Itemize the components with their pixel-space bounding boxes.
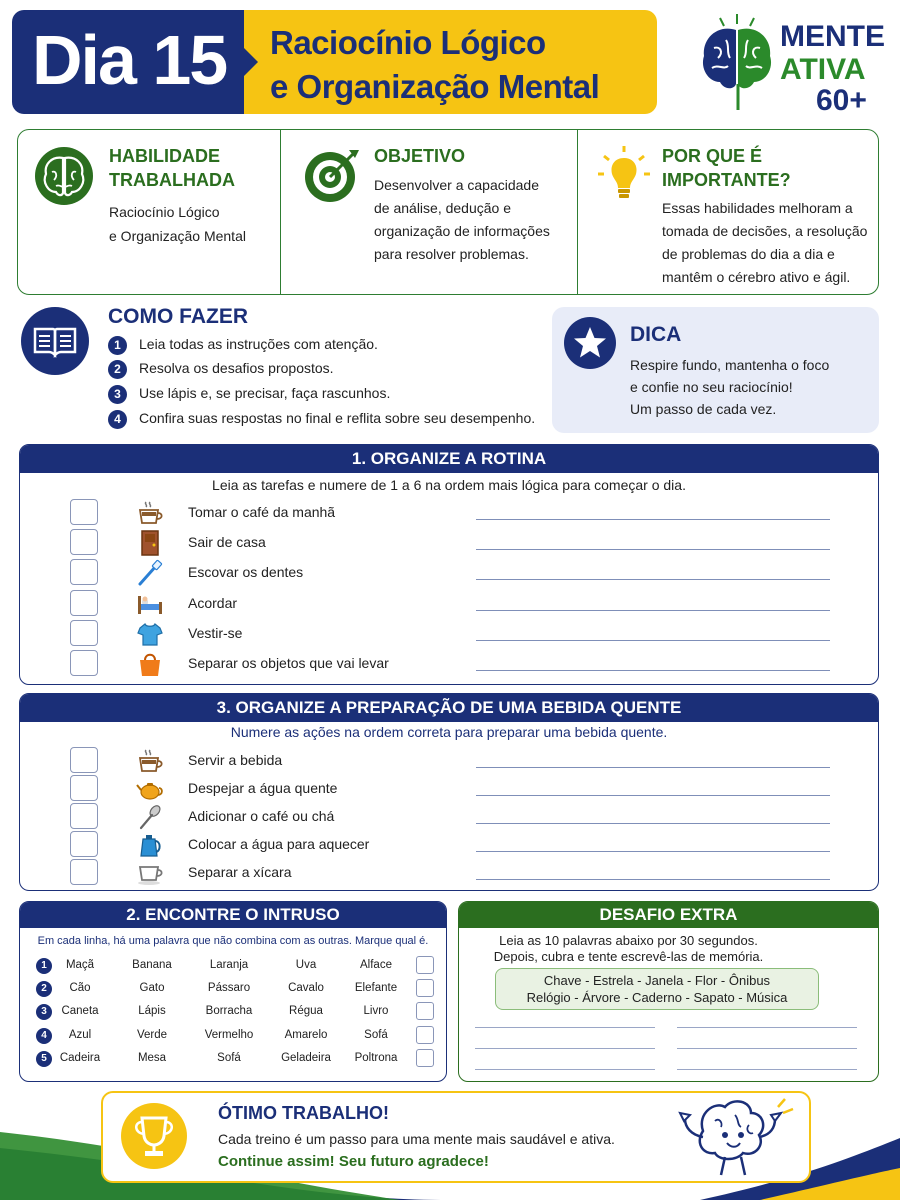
tip-text-line2: e confie no seu raciocínio! xyxy=(630,379,793,395)
skill-text-line2: e Organização Mental xyxy=(109,228,246,244)
brain-mascot-icon xyxy=(663,1093,803,1181)
action-text: Despejar a água quente xyxy=(188,780,338,796)
info-panel xyxy=(17,129,879,295)
order-box[interactable] xyxy=(70,650,98,676)
answer-line[interactable] xyxy=(476,640,830,641)
task-text: Vestir-se xyxy=(188,625,243,641)
routine-row xyxy=(20,650,878,678)
page-title-line2: e Organização Mental xyxy=(270,68,600,105)
answer-line[interactable] xyxy=(476,610,830,611)
routine-row xyxy=(20,559,878,587)
shirt-icon xyxy=(136,620,164,648)
kettle-icon xyxy=(136,831,164,859)
goal-text-line4: para resolver problemas. xyxy=(374,246,529,262)
step-text: Confira suas respostas no final e reflita sobre seu desempenho. xyxy=(139,410,536,427)
skill-column xyxy=(18,130,280,294)
header-banner xyxy=(12,10,657,114)
howto-step xyxy=(108,410,535,429)
why-title-line2: IMPORTANTE? xyxy=(662,170,791,190)
footer-card xyxy=(101,1091,811,1183)
goal-text-line2: de análise, dedução e xyxy=(374,200,511,216)
word[interactable]: Cavalo xyxy=(288,982,324,994)
memory-words-line1: Chave - Estrela - Janela - Flor - Ônibus xyxy=(543,973,771,988)
step-number: 2 xyxy=(108,360,127,379)
action-text: Separar a xícara xyxy=(188,864,292,880)
action-text: Colocar a água para aquecer xyxy=(188,836,370,852)
answer-checkbox[interactable] xyxy=(416,1002,434,1020)
coffee-cup-icon xyxy=(136,747,164,775)
word[interactable]: Verde xyxy=(136,1029,168,1041)
order-box[interactable] xyxy=(70,590,98,616)
row-number: 1 xyxy=(36,958,52,974)
word[interactable]: Uva xyxy=(295,959,317,971)
skill-title-line2: TRABALHADA xyxy=(109,170,235,190)
day-title: Dia 15 xyxy=(32,21,227,99)
answer-checkbox[interactable] xyxy=(416,979,434,997)
goal-text-line3: organização de informações xyxy=(374,223,550,239)
brand-name-line1: MENTE xyxy=(780,20,885,53)
word[interactable]: Maçã xyxy=(65,959,95,971)
tip-text-line1: Respire fundo, mantenha o foco xyxy=(630,357,830,373)
order-box[interactable] xyxy=(70,803,98,829)
howto-title: COMO FAZER xyxy=(108,305,248,328)
tip-title: DICA xyxy=(630,323,682,346)
word[interactable]: Amarelo xyxy=(284,1029,328,1041)
order-box[interactable] xyxy=(70,529,98,555)
word[interactable]: Caneta xyxy=(61,1005,99,1017)
answer-line[interactable] xyxy=(476,851,830,852)
step-number: 1 xyxy=(108,336,127,355)
goal-title: OBJETIVO xyxy=(374,146,466,166)
why-text-line2: tomada de decisões, a resolução xyxy=(662,223,868,239)
order-box[interactable] xyxy=(70,499,98,525)
task-text: Sair de casa xyxy=(188,534,266,550)
drink-instruction: Numere as ações na ordem correta para preparar uma bebida quente. xyxy=(230,724,668,740)
goal-text-line1: Desenvolver a capacidade xyxy=(374,177,539,193)
word[interactable]: Banana xyxy=(132,959,172,971)
target-icon xyxy=(303,148,363,204)
routine-row xyxy=(20,620,878,648)
intruder-instruction: Em cada linha, há uma palavra que não combina com as outras. Marque qual é. xyxy=(37,935,429,947)
memory-words-line2: Relógio - Árvore - Caderno - Sapato - Música xyxy=(526,990,788,1005)
toothbrush-icon xyxy=(136,559,164,587)
task-text: Acordar xyxy=(188,595,238,611)
routine-row xyxy=(20,529,878,557)
intruder-row xyxy=(20,956,446,976)
drink-row xyxy=(20,859,878,887)
word[interactable]: Sofá xyxy=(364,1029,388,1041)
tip-text-line3: Um passo de cada vez. xyxy=(630,401,777,417)
answer-line[interactable] xyxy=(476,519,830,520)
writing-line[interactable] xyxy=(475,1027,655,1028)
routine-row xyxy=(20,499,878,527)
why-column xyxy=(577,130,879,294)
why-text-line3: de problemas do dia a dia e xyxy=(662,246,835,262)
drink-section xyxy=(19,693,879,891)
tip-card xyxy=(552,307,879,433)
routine-instruction: Leia as tarefas e numere de 1 a 6 na ordem mais lógica para começar o dia. xyxy=(212,477,686,493)
action-text: Servir a bebida xyxy=(188,752,283,768)
intruder-section xyxy=(19,901,447,1082)
howto-step xyxy=(108,385,390,404)
order-box[interactable] xyxy=(70,620,98,646)
word[interactable]: Alface xyxy=(360,959,392,971)
day-badge xyxy=(12,10,244,114)
word[interactable]: Azul xyxy=(68,1029,92,1041)
teapot-icon xyxy=(136,775,164,803)
answer-line[interactable] xyxy=(476,579,830,580)
answer-checkbox[interactable] xyxy=(416,956,434,974)
why-title-line1: POR QUE É xyxy=(662,146,763,166)
brain-icon xyxy=(34,146,94,206)
step-text: Use lápis e, se precisar, faça rascunhos. xyxy=(139,385,391,402)
row-number: 5 xyxy=(36,1051,52,1067)
brain-logo-icon xyxy=(698,12,776,112)
intruder-row xyxy=(20,1002,446,1022)
answer-line[interactable] xyxy=(476,879,830,880)
brand-logo xyxy=(698,8,888,116)
drink-row xyxy=(20,747,878,775)
brand-name-line2: ATIVA xyxy=(780,53,866,86)
answer-checkbox[interactable] xyxy=(416,1049,434,1067)
routine-section xyxy=(19,444,879,685)
word[interactable]: Laranja xyxy=(209,959,249,971)
bed-icon xyxy=(136,590,164,618)
trophy-icon xyxy=(121,1103,187,1169)
word[interactable]: Sofá xyxy=(217,1052,241,1064)
extra-instruction-line1: Leia as 10 palavras abaixo por 30 segundos. xyxy=(499,933,758,948)
page-title-line1: Raciocínio Lógico xyxy=(270,24,546,61)
footer-title: ÓTIMO TRABALHO! xyxy=(218,1103,389,1123)
writing-line[interactable] xyxy=(677,1027,857,1028)
task-text: Tomar o café da manhã xyxy=(188,504,336,520)
intruder-row xyxy=(20,1049,446,1069)
order-box[interactable] xyxy=(70,831,98,857)
answer-line[interactable] xyxy=(476,767,830,768)
intruder-row xyxy=(20,979,446,999)
star-icon xyxy=(564,317,616,369)
brand-age: 60+ xyxy=(816,84,867,117)
word[interactable]: Régua xyxy=(289,1005,323,1017)
step-text: Resolva os desafios propostos. xyxy=(139,360,334,377)
word[interactable]: Geladeira xyxy=(281,1052,331,1064)
step-number: 4 xyxy=(108,410,127,429)
lightbulb-icon xyxy=(596,144,652,200)
word[interactable]: Elefante xyxy=(354,982,398,994)
routine-row xyxy=(20,590,878,618)
task-text: Separar os objetos que vai levar xyxy=(188,655,389,671)
goal-column xyxy=(280,130,577,294)
word[interactable]: Vermelho xyxy=(204,1029,254,1041)
row-number: 3 xyxy=(36,1004,52,1020)
word[interactable]: Lápis xyxy=(138,1005,166,1017)
writing-line[interactable] xyxy=(475,1069,655,1070)
coffee-cup-icon xyxy=(136,499,164,527)
step-text: Leia todas as instruções com atenção. xyxy=(139,336,378,353)
word[interactable]: Cão xyxy=(69,982,91,994)
footer-message: Cada treino é um passo para uma mente mais saudável e ativa. xyxy=(218,1131,615,1147)
row-number: 2 xyxy=(36,981,52,997)
howto-step xyxy=(108,336,378,355)
title-banner xyxy=(244,10,657,114)
door-icon xyxy=(136,529,164,557)
drink-row xyxy=(20,775,878,803)
routine-heading: 1. ORGANIZE A ROTINA xyxy=(20,445,878,473)
spoon-icon xyxy=(136,803,164,831)
answer-line[interactable] xyxy=(476,549,830,550)
row-number: 4 xyxy=(36,1028,52,1044)
word[interactable]: Livro xyxy=(363,1005,389,1017)
skill-text-line1: Raciocínio Lógico xyxy=(109,204,220,220)
action-text: Adicionar o café ou chá xyxy=(188,808,335,824)
intruder-row xyxy=(20,1026,446,1046)
writing-line[interactable] xyxy=(475,1048,655,1049)
memory-word-box xyxy=(495,968,819,1010)
writing-line[interactable] xyxy=(677,1048,857,1049)
task-text: Escovar os dentes xyxy=(188,564,304,580)
footer-cta: Continue assim! Seu futuro agradece! xyxy=(218,1153,489,1170)
extra-instruction-line2: Depois, cubra e tente escrevê-las de memória. xyxy=(493,949,764,964)
drink-heading: 3. ORGANIZE A PREPARAÇÃO DE UMA BEBIDA QUENTE xyxy=(20,694,878,722)
writing-line[interactable] xyxy=(677,1069,857,1070)
howto-step xyxy=(108,360,334,379)
answer-checkbox[interactable] xyxy=(416,1026,434,1044)
bag-icon xyxy=(136,650,164,678)
extra-heading: DESAFIO EXTRA xyxy=(459,902,878,928)
word[interactable]: Poltrona xyxy=(354,1052,398,1064)
word[interactable]: Borracha xyxy=(205,1005,253,1017)
order-box[interactable] xyxy=(70,747,98,773)
answer-line[interactable] xyxy=(476,795,830,796)
order-box[interactable] xyxy=(70,775,98,801)
intruder-heading: 2. ENCONTRE O INTRUSO xyxy=(20,902,446,928)
word[interactable]: Pássaro xyxy=(207,982,251,994)
answer-line[interactable] xyxy=(476,670,830,671)
extra-challenge-section xyxy=(458,901,879,1082)
why-text-line1: Essas habilidades melhoram a xyxy=(662,200,853,216)
answer-line[interactable] xyxy=(476,823,830,824)
order-box[interactable] xyxy=(70,559,98,585)
word[interactable]: Gato xyxy=(139,982,165,994)
step-number: 3 xyxy=(108,385,127,404)
drink-row xyxy=(20,831,878,859)
word[interactable]: Cadeira xyxy=(59,1052,101,1064)
why-text-line4: mantêm o cérebro ativo e ágil. xyxy=(662,269,851,285)
skill-title-line1: HABILIDADE xyxy=(109,146,220,166)
book-icon xyxy=(21,307,89,375)
cup-icon xyxy=(136,859,164,887)
drink-row xyxy=(20,803,878,831)
order-box[interactable] xyxy=(70,859,98,885)
word[interactable]: Mesa xyxy=(137,1052,167,1064)
